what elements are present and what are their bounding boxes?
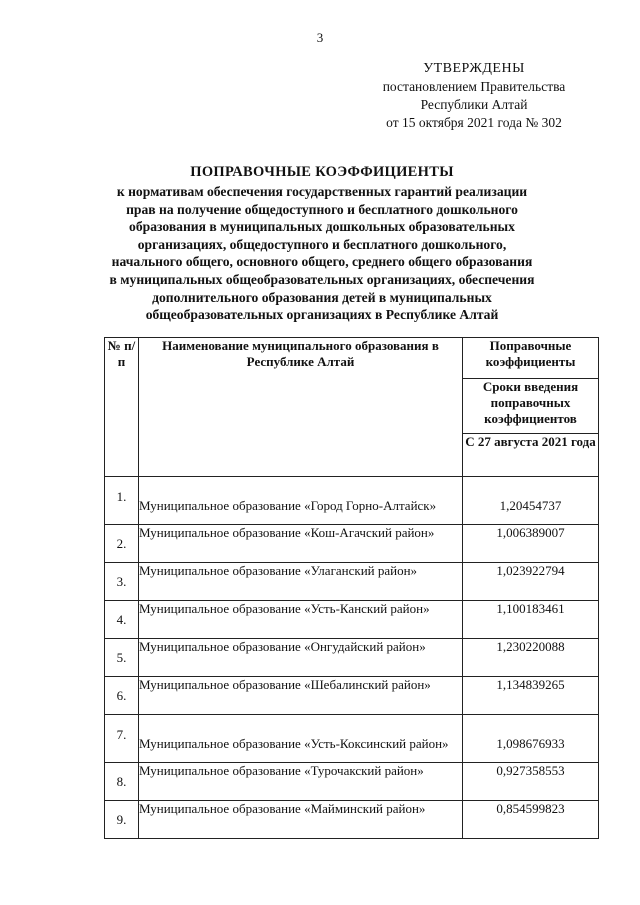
approval-block bbox=[364, 60, 584, 132]
row-number: 2. bbox=[105, 525, 139, 563]
header-number: № п/п bbox=[105, 338, 139, 477]
row-municipality: Муниципальное образование «Улаганский район» bbox=[139, 563, 463, 601]
subtitle-line: к нормативам обеспечения государственных гарантий реализации bbox=[116, 184, 528, 199]
table-row bbox=[105, 715, 599, 763]
row-coefficient: 1,230220088 bbox=[463, 639, 599, 677]
header-terms: Сроки введения поправочных коэффициентов bbox=[463, 379, 599, 434]
approval-heading: УТВЕРЖДЕНЫ bbox=[423, 61, 525, 76]
approval-date-line: от 15 октября 2021 года № 302 bbox=[386, 115, 562, 130]
row-municipality: Муниципальное образование «Майминский район» bbox=[139, 801, 463, 839]
row-number: 1. bbox=[105, 477, 139, 525]
subtitle-line: образования в муниципальных дошкольных образовательных bbox=[129, 219, 515, 235]
document-title bbox=[92, 163, 552, 324]
title-subtitle bbox=[92, 183, 552, 324]
row-municipality: Муниципальное образование «Город Горно-Алтайск» bbox=[139, 477, 463, 525]
row-coefficient: 0,927358553 bbox=[463, 763, 599, 801]
approval-line: постановлением Правительства bbox=[382, 79, 566, 94]
subtitle-line: дополнительного образования детей в муниципальных bbox=[152, 289, 492, 305]
row-coefficient: 1,023922794 bbox=[463, 563, 599, 601]
row-municipality: Муниципальное образование «Онгудайский район» bbox=[139, 639, 463, 677]
subtitle-line: в муниципальных общеобразовательных организациях, обеспечения bbox=[109, 271, 535, 287]
subtitle-line: общеобразовательных организациях в Республике Алтай bbox=[145, 307, 499, 323]
table-row bbox=[105, 763, 599, 801]
title-main: ПОПРАВОЧНЫЕ КОЭФФИЦИЕНТЫ bbox=[190, 164, 454, 180]
row-coefficient: 1,006389007 bbox=[463, 525, 599, 563]
row-number: 7. bbox=[105, 715, 139, 763]
row-coefficient: 1,134839265 bbox=[463, 677, 599, 715]
table-row bbox=[105, 677, 599, 715]
table-row bbox=[105, 639, 599, 677]
row-municipality: Муниципальное образование «Кош-Агачский район» bbox=[139, 525, 463, 563]
table-row bbox=[105, 601, 599, 639]
page-number: 3 bbox=[316, 30, 324, 45]
table-row bbox=[105, 477, 599, 525]
row-coefficient: 0,854599823 bbox=[463, 801, 599, 839]
row-number: 6. bbox=[105, 677, 139, 715]
header-date: С 27 августа 2021 года bbox=[463, 434, 599, 477]
row-number: 8. bbox=[105, 763, 139, 801]
subtitle-line: начального общего, основного общего, среднего общего образования bbox=[111, 254, 533, 270]
row-coefficient: 1,20454737 bbox=[463, 477, 599, 525]
table-row bbox=[105, 525, 599, 563]
header-municipality: Наименование муниципального образования в Республике Алтай bbox=[139, 338, 463, 477]
row-municipality: Муниципальное образование «Усть-Канский район» bbox=[139, 601, 463, 639]
row-municipality: Муниципальное образование «Усть-Коксинский район» bbox=[139, 715, 463, 763]
row-number: 5. bbox=[105, 639, 139, 677]
subtitle-line: организациях, общедоступного и бесплатного дошкольного, bbox=[137, 236, 507, 252]
row-municipality: Муниципальное образование «Шебалинский район» bbox=[139, 677, 463, 715]
row-number: 9. bbox=[105, 801, 139, 839]
subtitle-line: прав на получение общедоступного и бесплатного дошкольного bbox=[126, 201, 518, 217]
table-row bbox=[105, 801, 599, 839]
row-coefficient: 1,100183461 bbox=[463, 601, 599, 639]
table-row bbox=[105, 563, 599, 601]
header-coefficients: Поправочные коэффициенты bbox=[463, 338, 599, 379]
row-municipality: Муниципальное образование «Турочакский район» bbox=[139, 763, 463, 801]
approval-line: Республики Алтай bbox=[420, 97, 528, 112]
row-number: 4. bbox=[105, 601, 139, 639]
row-coefficient: 1,098676933 bbox=[463, 715, 599, 763]
coefficients-table bbox=[104, 337, 599, 839]
row-number: 3. bbox=[105, 563, 139, 601]
